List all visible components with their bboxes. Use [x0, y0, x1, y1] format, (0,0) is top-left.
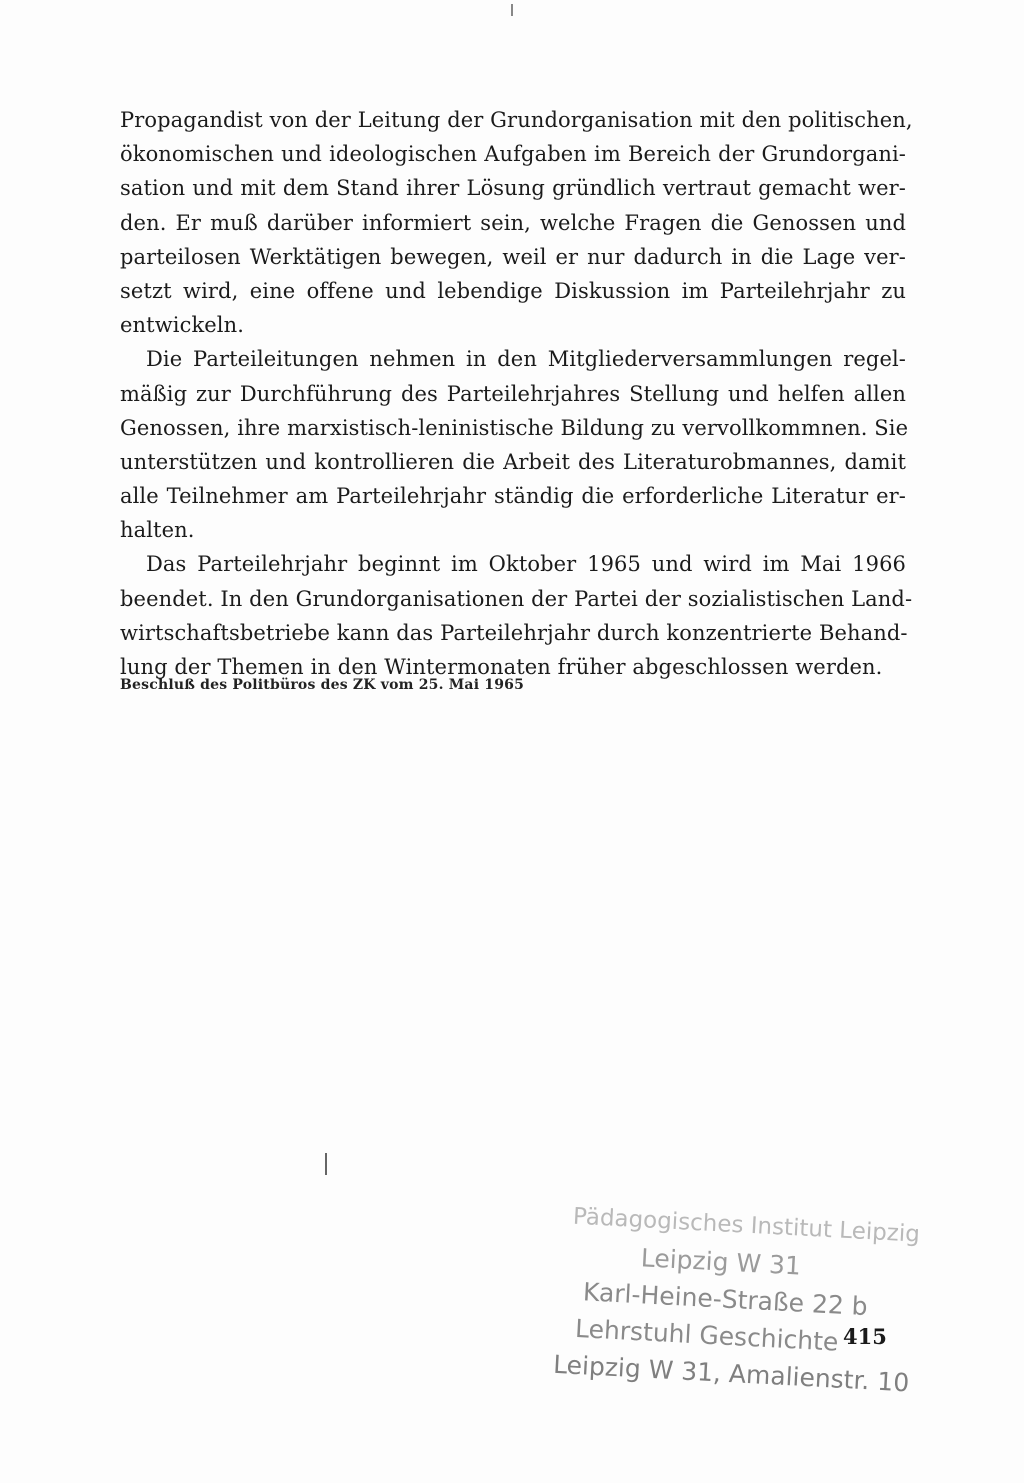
text-line: ökonomischen und ideologischen Aufgaben im Bereich der Grundorgani- — [120, 142, 906, 167]
stamp-line: Leipzig W 31, Amalienstr. 10 — [552, 1349, 910, 1398]
stamp-line: Lehrstuhl Geschichte — [574, 1313, 840, 1357]
text-line: beendet. In den Grundorganisationen der Partei der sozialistischen Land- — [120, 586, 913, 611]
text-line: Das Parteilehrjahr beginnt im Oktober 1965 und wird im Mai 1966 — [146, 552, 906, 577]
stamp-line: Pädagogisches Institut Leipzig — [572, 1203, 921, 1248]
text-line: entwickeln. — [120, 313, 245, 338]
text-line: setzt wird, eine offene und lebendige Diskussion im Parteilehrjahr zu — [120, 278, 906, 303]
text-line: lung der Themen in den Wintermonaten früher abgeschlossen werden. — [120, 655, 883, 679]
text-line: halten. — [120, 518, 195, 543]
text-line: wirtschaftsbetriebe kann das Parteilehrjahr durch konzentrierte Behand- — [120, 620, 908, 645]
body-text — [120, 103, 913, 684]
text-line: Propagandist von der Leitung der Grundorganisation mit den politischen, — [120, 108, 913, 132]
text-line: Die Parteileitungen nehmen in den Mitgliederversammlungen regel- — [146, 347, 906, 372]
scan-mark — [511, 4, 513, 16]
text-line: Genossen, ihre marxistisch-leninistische Bildung zu vervollkommnen. Sie — [120, 415, 909, 440]
text-line: unterstützen und kontrollieren die Arbeit des Literaturobmannes, damit — [120, 449, 906, 474]
scan-mark — [325, 1153, 327, 1175]
text-line: sation und mit dem Stand ihrer Lösung gründlich vertraut gemacht wer- — [120, 176, 906, 201]
stamp-line: Leipzig W 31 — [640, 1243, 802, 1281]
library-stamp — [551, 1198, 921, 1426]
text-line: parteilosen Werktätigen bewegen, weil er nur dadurch in die Lage ver- — [120, 244, 906, 269]
text-line: den. Er muß darüber informiert sein, welche Fragen die Genossen und — [120, 210, 906, 235]
stamp-line: Karl-Heine-Straße 22 b — [582, 1277, 869, 1322]
source-note: Beschluß des Politbüros des ZK vom 25. Mai 1965 — [120, 677, 525, 693]
page-number: 415 — [843, 1324, 887, 1349]
text-line: mäßig zur Durchführung des Parteilehrjahres Stellung und helfen allen — [120, 381, 906, 406]
text-line: alle Teilnehmer am Parteilehrjahr ständig die erforderliche Literatur er- — [120, 484, 906, 509]
